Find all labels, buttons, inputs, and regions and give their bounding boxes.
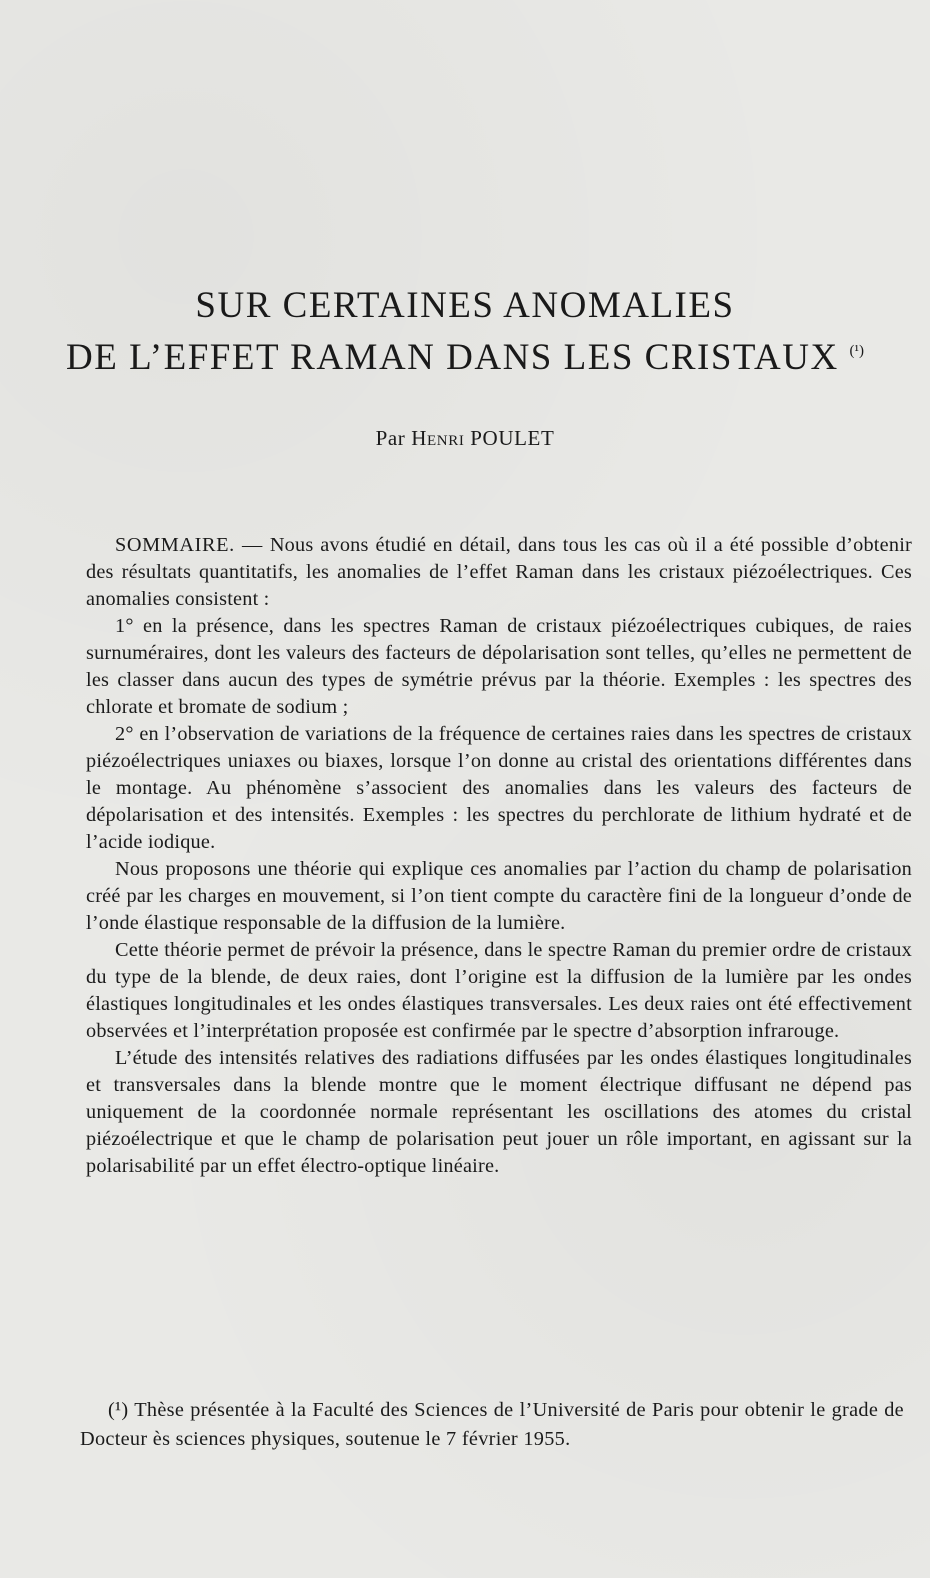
abstract-paragraph <box>86 532 912 613</box>
footnote-mark: (¹) <box>108 1399 129 1421</box>
author-line <box>0 426 930 451</box>
title-line-2-text: DE L’EFFET RAMAN DANS LES CRISTAUX <box>66 337 839 378</box>
abstract-paragraph: L’étude des intensités relatives des radiations diffusées par les ondes élastiques longitudinales et transversales dans la blende montre que le moment électrique diffusant ne dépend pas uniquement de la coordonnée normale représentant les oscillations des atomes du cristal piézoélectrique et que le champ de polarisation peut jouer un rôle important, en agissant sur la polarisabilité par un effet électro-optique linéaire. <box>86 1047 912 1177</box>
abstract-paragraph: 1° en la présence, dans les spectres Raman de cristaux piézoélectriques cubiques, de raies surnuméraires, dont les valeurs des facteurs de dépolarisation sont telles, qu’elles ne permettent de les classer dans aucun des types de symétrie prévus par la théorie. Exemples : les spectres des chlorate et bromate de sodium ; <box>86 615 912 718</box>
footnote-text: Thèse présentée à la Faculté des Sciences de l’Université de Paris pour obtenir le grade de Docteur ès sciences physiques, soutenue le 7 février 1955. <box>80 1399 904 1450</box>
footnote-paragraph <box>80 1396 904 1454</box>
abstract-heading: SOMMAIRE. — <box>115 534 263 556</box>
abstract-paragraph: Cette théorie permet de prévoir la présence, dans le spectre Raman du premier ordre de cristaux du type de la blende, de deux raies, dont l’origine est la diffusion de la lumière par les ondes élastiques longitudinales et les ondes élastiques transversales. Les deux raies ont été effectivement observées et l’interprétation proposée est confirmée par le spectre d’absorption infrarouge. <box>86 939 912 1042</box>
title-line-1-text: SUR CERTAINES ANOMALIES <box>195 285 735 326</box>
abstract <box>86 532 912 1180</box>
author-name: Henri POULET <box>411 426 555 450</box>
abstract-paragraph: Nous proposons une théorie qui explique ces anomalies par l’action du champ de polarisation créé par les charges en mouvement, si l’on tient compte du caractère fini de la longueur d’onde de l’onde élastique responsable de la diffusion de la lumière. <box>86 858 912 934</box>
title-line-2 <box>0 336 930 379</box>
footnote <box>80 1396 904 1454</box>
title-footnote-mark: (¹) <box>849 343 864 359</box>
abstract-paragraph: 2° en l’observation de variations de la fréquence de certaines raies dans les spectres de cristaux piézoélectriques uniaxes ou biaxes, lorsque l’on donne au cristal des orientations différentes dans le montage. Au phénomène s’associent des anomalies dans les valeurs des facteurs de dépolarisation et des intensités. Exemples : les spectres du perchlorate de lithium hydraté et de l’acide iodique. <box>86 723 912 853</box>
abstract-paragraph-text: Nous avons étudié en détail, dans tous les cas où il a été possible d’obtenir des résultats quantitatifs, les anomalies de l’effet Raman dans les cristaux piézoélectriques. Ces anomalies consistent : <box>86 534 912 610</box>
author-prefix: Par <box>375 426 406 450</box>
title-line-1 <box>0 284 930 327</box>
